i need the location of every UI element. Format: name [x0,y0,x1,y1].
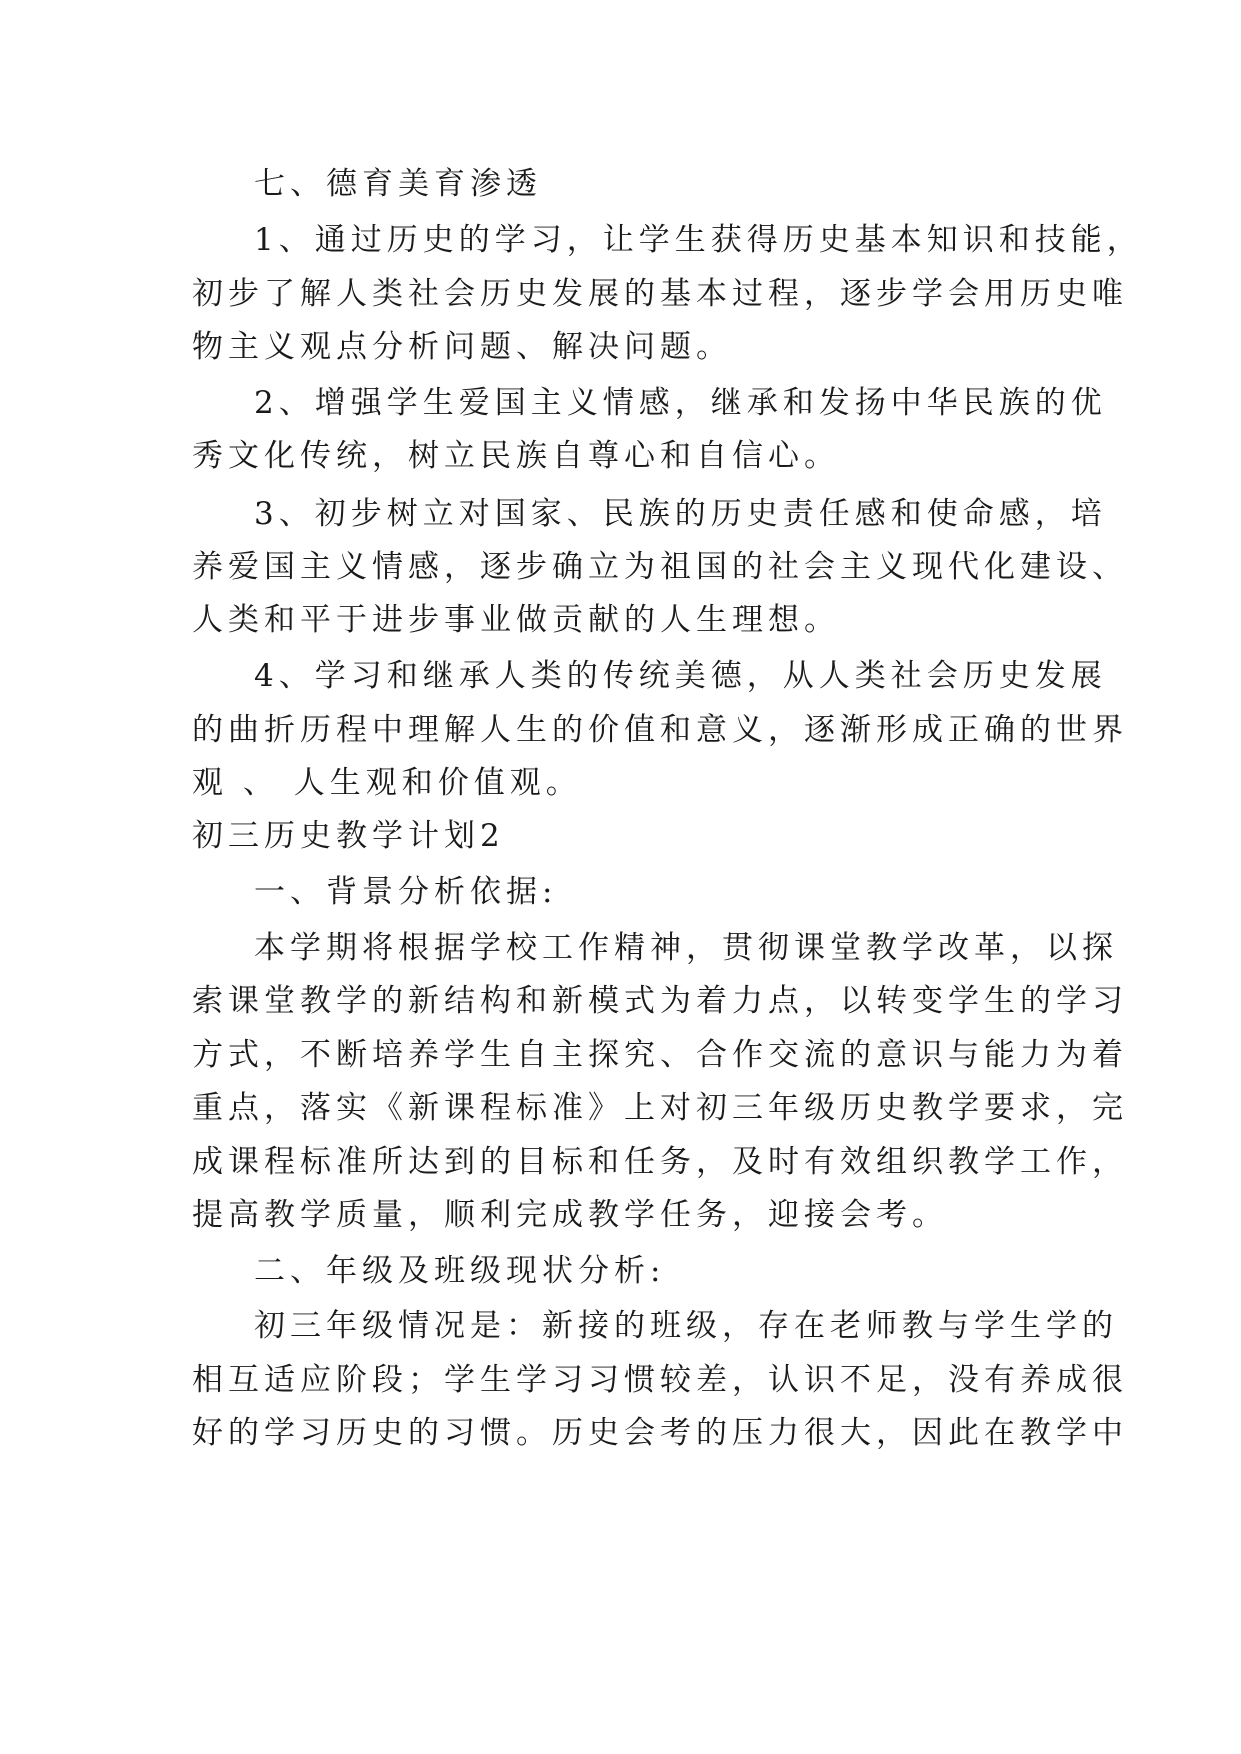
paragraph-line: 物主义观点分析问题、解决问题。 [192,329,732,365]
paragraph-line: 索课堂教学的新结构和新模式为着力点，以转变学生的学习 [192,983,1128,1019]
paragraph-line: 本学期将根据学校工作精神，贯彻课堂教学改革，以探 [254,930,1118,966]
paragraph-line: 观 、 人生观和价值观。 [192,765,582,801]
paragraph-line: 初三年级情况是：新接的班级，存在老师教与学生学的 [254,1308,1118,1344]
paragraph-line: 好的学习历史的习惯。历史会考的压力很大，因此在教学中 [192,1415,1128,1451]
paragraph-line: 人类和平于进步事业做贡献的人生理想。 [192,602,840,638]
section-heading-moral-aesthetic: 七、德育美育渗透 [254,166,542,202]
paragraph-line: 方式，不断培养学生自主探究、合作交流的意识与能力为着 [192,1037,1128,1073]
paragraph-line: 4、学习和继承人类的传统美德，从人类社会历史发展 [254,658,1107,694]
paragraph-line: 养爱国主义情感，逐步确立为祖国的社会主义现代化建设、 [192,549,1128,585]
paragraph-line: 3、初步树立对国家、民族的历史责任感和使命感，培 [254,496,1107,532]
paragraph-line: 2、增强学生爱国主义情感，继承和发扬中华民族的优 [254,385,1107,421]
paragraph-line: 提高教学质量，顺利完成教学任务，迎接会考。 [192,1197,948,1233]
paragraph-line: 秀文化传统，树立民族自尊心和自信心。 [192,438,840,474]
paragraph-line: 1、通过历史的学习，让学生获得历史基本知识和技能， [254,222,1143,258]
document-section-title: 初三历史教学计划2 [192,818,505,854]
paragraph-line: 成课程标准所达到的目标和任务，及时有效组织教学工作， [192,1144,1128,1180]
paragraph-line: 相互适应阶段；学生学习习惯较差，认识不足，没有养成很 [192,1362,1128,1398]
section-heading-grade-analysis: 二、年级及班级现状分析: [254,1253,666,1289]
section-heading-background: 一、背景分析依据: [254,874,558,910]
paragraph-line: 重点，落实《新课程标准》上对初三年级历史教学要求，完 [192,1090,1128,1126]
paragraph-line: 初步了解人类社会历史发展的基本过程，逐步学会用历史唯 [192,276,1128,312]
paragraph-line: 的曲折历程中理解人生的价值和意义，逐渐形成正确的世界 [192,712,1128,748]
